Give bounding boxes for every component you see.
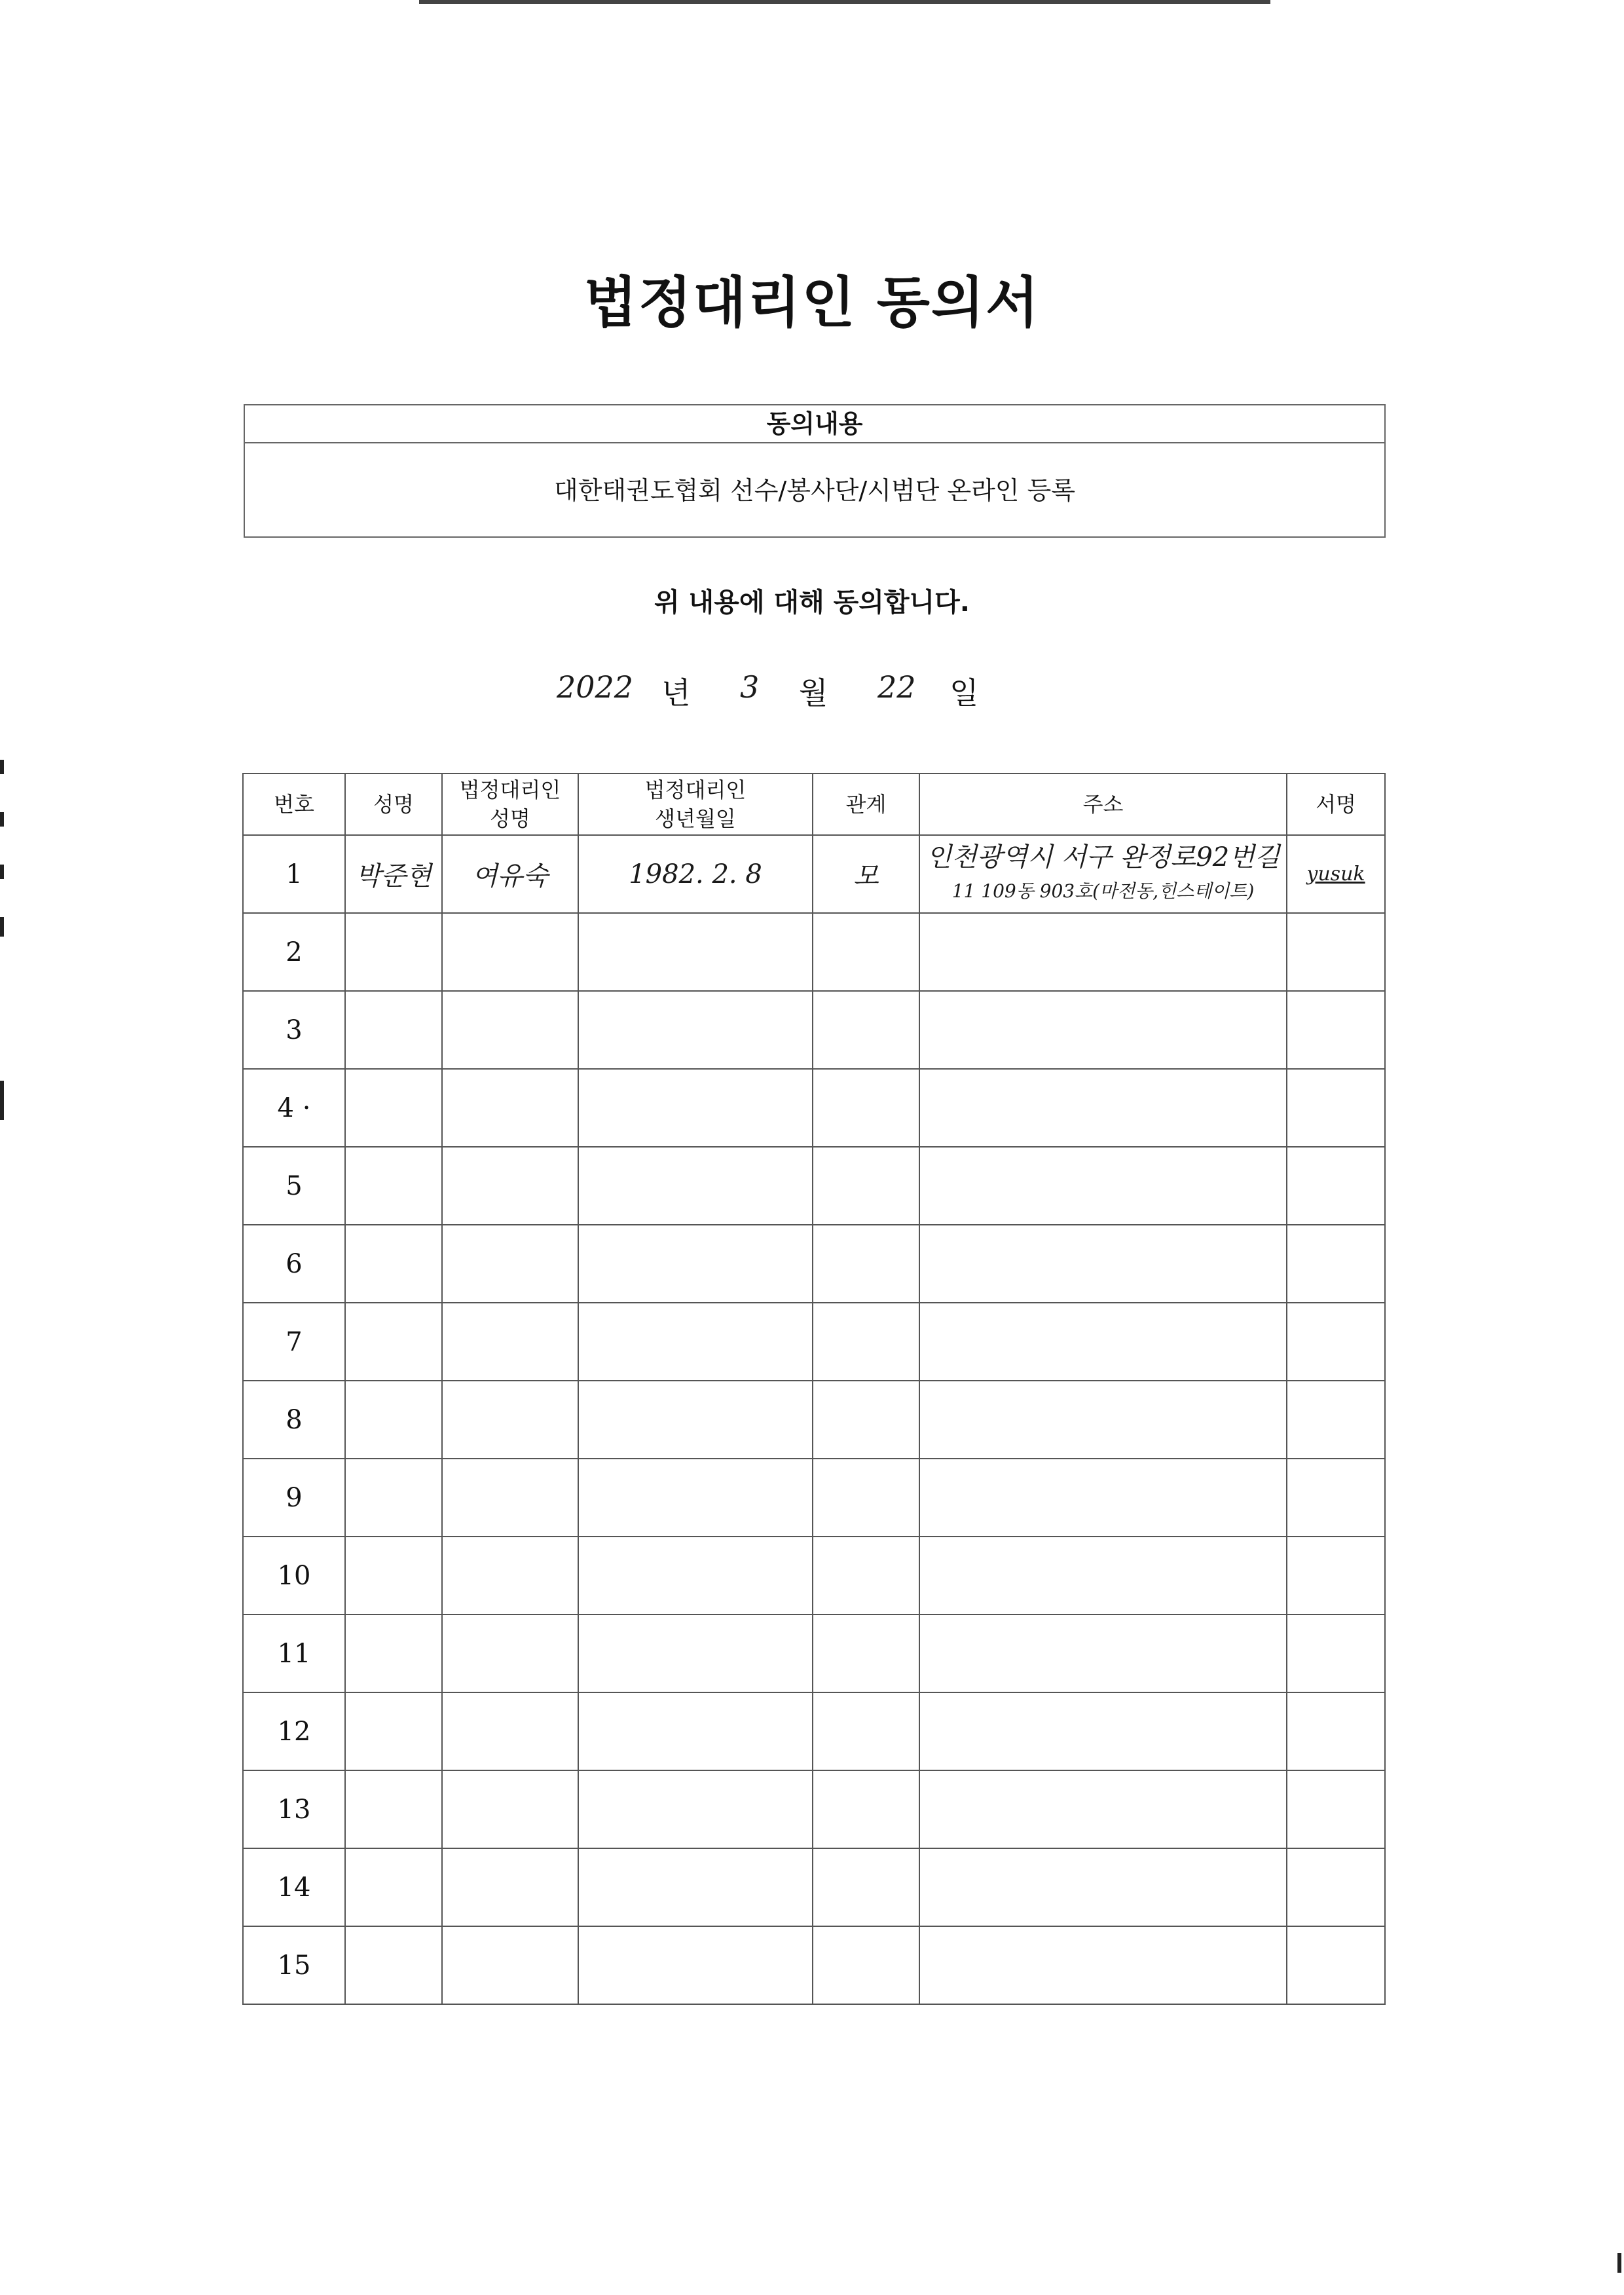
row-name[interactable] (345, 1848, 442, 1926)
row-name[interactable] (345, 1225, 442, 1303)
row-guardian-name[interactable] (442, 1303, 578, 1381)
row-relation[interactable]: 모 (813, 835, 919, 913)
row-signature[interactable] (1287, 1459, 1385, 1537)
scan-edge-mark (0, 1081, 4, 1120)
date-line (557, 663, 1080, 722)
row-number: 11 (243, 1614, 345, 1692)
row-relation[interactable] (813, 1537, 919, 1614)
header-name: 성명 (345, 774, 442, 835)
row-relation[interactable] (813, 1069, 919, 1147)
table-row (243, 1614, 1385, 1692)
row-signature[interactable] (1287, 1926, 1385, 2004)
row-address[interactable] (919, 1381, 1287, 1459)
row-relation[interactable] (813, 1926, 919, 2004)
date-year: 2022 (557, 669, 634, 705)
row-name[interactable] (345, 913, 442, 991)
row-relation[interactable] (813, 1147, 919, 1225)
row-relation[interactable] (813, 1459, 919, 1537)
row-guardian-birth[interactable] (578, 1069, 813, 1147)
header-relation: 관계 (813, 774, 919, 835)
row-signature[interactable] (1287, 1770, 1385, 1848)
row-address[interactable] (919, 1225, 1287, 1303)
row-name[interactable] (345, 1147, 442, 1225)
date-day: 22 (877, 669, 916, 705)
row-number: 4 · (243, 1069, 345, 1147)
row-guardian-name[interactable]: 여유숙 (442, 835, 578, 913)
row-address[interactable] (919, 1848, 1287, 1926)
row-number: 2 (243, 913, 345, 991)
row-number: 1 (243, 835, 345, 913)
row-relation[interactable] (813, 1303, 919, 1381)
header-guardian-birth-line1: 법정대리인 (644, 777, 747, 802)
row-guardian-name[interactable] (442, 1770, 578, 1848)
row-address[interactable] (919, 1926, 1287, 2004)
row-address[interactable] (919, 1537, 1287, 1614)
row-signature[interactable] (1287, 1692, 1385, 1770)
row-number: 13 (243, 1770, 345, 1848)
row-signature[interactable]: yusuk (1287, 835, 1385, 913)
consent-box (244, 404, 1386, 538)
scan-edge-mark (0, 865, 4, 879)
row-signature[interactable] (1287, 1614, 1385, 1692)
header-guardian-name-line1: 법정대리인 (459, 777, 561, 802)
row-relation[interactable] (813, 1692, 919, 1770)
row-guardian-birth[interactable] (578, 1147, 813, 1225)
table-row (243, 913, 1385, 991)
row-address[interactable] (919, 1459, 1287, 1537)
row-number: 10 (243, 1537, 345, 1614)
row-address[interactable] (919, 1614, 1287, 1692)
row-address[interactable] (919, 835, 1287, 913)
row-name[interactable] (345, 1459, 442, 1537)
row-address[interactable] (919, 1303, 1287, 1381)
row-guardian-birth[interactable] (578, 1303, 813, 1381)
row-signature[interactable] (1287, 1381, 1385, 1459)
row-address[interactable] (919, 1069, 1287, 1147)
row-guardian-name[interactable] (442, 1459, 578, 1537)
row-guardian-name[interactable] (442, 1926, 578, 2004)
table-header-row (243, 774, 1385, 835)
row-signature[interactable] (1287, 913, 1385, 991)
table-row (243, 1147, 1385, 1225)
header-no: 번호 (243, 774, 345, 835)
row-address[interactable] (919, 913, 1287, 991)
row-number: 15 (243, 1926, 345, 2004)
header-signature: 서명 (1287, 774, 1385, 835)
row-number: 7 (243, 1303, 345, 1381)
scan-edge-mark (0, 760, 4, 774)
row-signature[interactable] (1287, 991, 1385, 1069)
row-name[interactable] (345, 1303, 442, 1381)
row-guardian-name[interactable] (442, 1147, 578, 1225)
row-guardian-name[interactable] (442, 991, 578, 1069)
row-number: 14 (243, 1848, 345, 1926)
row-name[interactable] (345, 1770, 442, 1848)
date-month: 3 (740, 669, 760, 705)
row-guardian-name[interactable] (442, 1537, 578, 1614)
table-row (243, 1303, 1385, 1381)
row-relation[interactable] (813, 1381, 919, 1459)
row-guardian-name[interactable] (442, 1848, 578, 1926)
row-address-line1: 인천광역시 서구 완정로92번길 (926, 842, 1280, 872)
header-address: 주소 (919, 774, 1287, 835)
row-guardian-name[interactable] (442, 1692, 578, 1770)
date-month-label: 월 (799, 675, 828, 711)
row-guardian-birth[interactable] (578, 1770, 813, 1848)
guardian-table (242, 773, 1386, 2005)
row-guardian-birth[interactable] (578, 1537, 813, 1614)
row-address[interactable] (919, 991, 1287, 1069)
row-name[interactable] (345, 991, 442, 1069)
table-row (243, 1770, 1385, 1848)
table-row (243, 1069, 1385, 1147)
row-guardian-name[interactable] (442, 913, 578, 991)
row-number: 12 (243, 1692, 345, 1770)
row-relation[interactable] (813, 1225, 919, 1303)
row-address[interactable] (919, 1770, 1287, 1848)
scan-edge-mark (0, 812, 4, 827)
row-name[interactable] (345, 1069, 442, 1147)
row-guardian-birth[interactable] (578, 991, 813, 1069)
row-relation[interactable] (813, 913, 919, 991)
row-name[interactable] (345, 1692, 442, 1770)
header-guardian-birth-line2: 생년월일 (655, 806, 736, 831)
row-signature[interactable] (1287, 1537, 1385, 1614)
row-guardian-birth[interactable] (578, 1225, 813, 1303)
row-guardian-name[interactable] (442, 1225, 578, 1303)
row-guardian-name[interactable] (442, 1614, 578, 1692)
row-signature[interactable] (1287, 1303, 1385, 1381)
table-row (243, 1537, 1385, 1614)
date-day-label: 일 (950, 675, 979, 711)
row-signature[interactable] (1287, 1225, 1385, 1303)
row-relation[interactable] (813, 1614, 919, 1692)
row-number: 3 (243, 991, 345, 1069)
row-relation[interactable] (813, 1770, 919, 1848)
row-guardian-birth[interactable] (578, 1459, 813, 1537)
row-number: 9 (243, 1459, 345, 1537)
header-guardian-name-line2: 성명 (490, 806, 530, 831)
table-row (243, 991, 1385, 1069)
row-number: 5 (243, 1147, 345, 1225)
row-guardian-name[interactable] (442, 1381, 578, 1459)
agreement-statement: 위 내용에 대해 동의합니다. (654, 588, 970, 618)
table-row (243, 1459, 1385, 1537)
table-row (243, 1225, 1385, 1303)
row-relation[interactable] (813, 991, 919, 1069)
row-guardian-name[interactable] (442, 1069, 578, 1147)
row-name[interactable] (345, 1537, 442, 1614)
date-year-label: 년 (661, 675, 691, 711)
header-guardian-birth (578, 774, 813, 835)
row-number: 8 (243, 1381, 345, 1459)
row-guardian-birth[interactable] (578, 1848, 813, 1926)
row-guardian-birth[interactable] (578, 1692, 813, 1770)
table-row (243, 1381, 1385, 1459)
row-name[interactable] (345, 1614, 442, 1692)
row-signature[interactable] (1287, 1069, 1385, 1147)
table-row (243, 835, 1385, 913)
scan-edge-mark (1617, 2253, 1621, 2273)
table-row (243, 1692, 1385, 1770)
table-row (243, 1848, 1385, 1926)
row-address[interactable] (919, 1692, 1287, 1770)
row-address-line2: 11 109동 903호(마전동,힌스테이트) (951, 880, 1255, 902)
scan-top-bleed (419, 0, 1270, 4)
row-signature[interactable] (1287, 1147, 1385, 1225)
row-relation[interactable] (813, 1848, 919, 1926)
scan-edge-mark (0, 917, 4, 937)
row-signature[interactable] (1287, 1848, 1385, 1926)
row-name[interactable]: 박준현 (345, 835, 442, 913)
row-guardian-birth[interactable] (578, 913, 813, 991)
row-guardian-birth[interactable]: 1982. 2. 8 (578, 835, 813, 913)
row-name[interactable] (345, 1381, 442, 1459)
row-name[interactable] (345, 1926, 442, 2004)
row-number: 6 (243, 1225, 345, 1303)
row-address[interactable] (919, 1147, 1287, 1225)
row-guardian-birth[interactable] (578, 1614, 813, 1692)
header-guardian-name (442, 774, 578, 835)
page-title: 법정대리인 동의서 (583, 271, 1041, 335)
table-row (243, 1926, 1385, 2004)
row-guardian-birth[interactable] (578, 1926, 813, 2004)
consent-content: 대한태권도협회 선수/봉사단/시범단 온라인 등록 (553, 476, 1075, 505)
row-guardian-birth[interactable] (578, 1381, 813, 1459)
consent-header: 동의내용 (245, 405, 1384, 443)
